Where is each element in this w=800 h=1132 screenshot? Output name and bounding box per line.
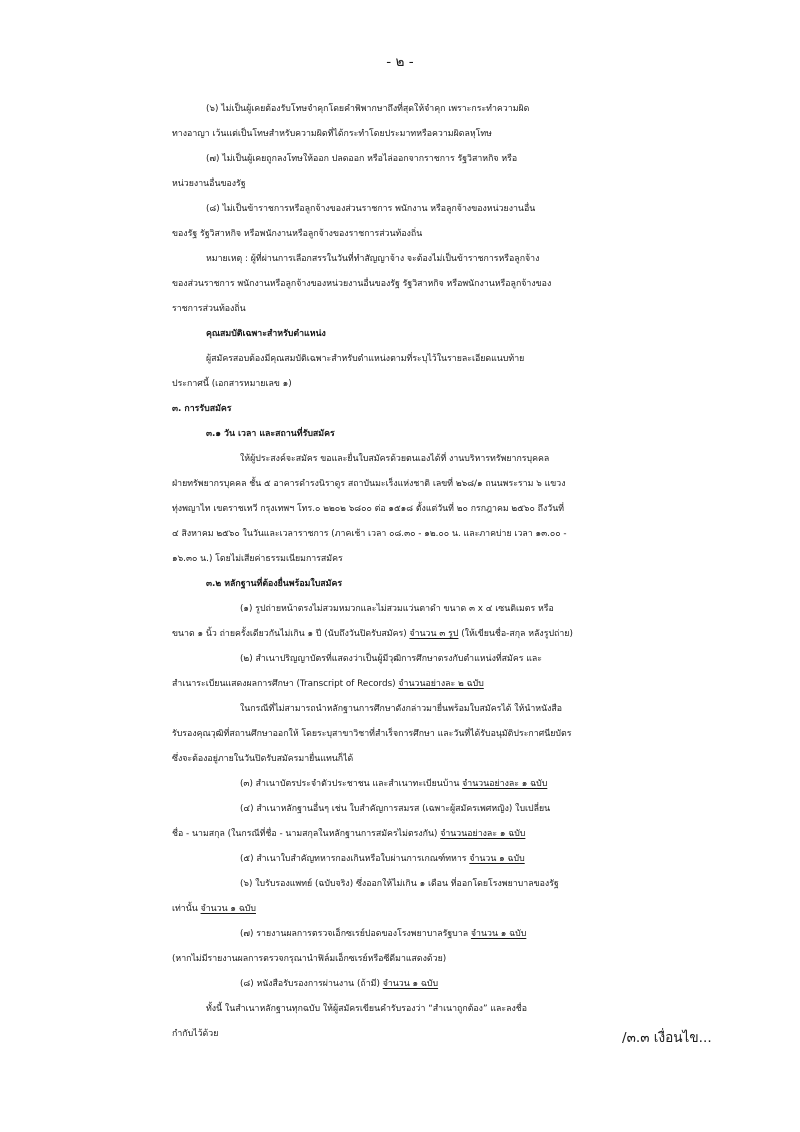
line-text: ๓.๒ หลักฐานที่ต้องยื่นพร้อมใบสมัคร <box>206 579 343 589</box>
line-text: ๓. การรับสมัคร <box>172 404 232 414</box>
line-text: ทางอาญา เว้นแต่เป็นโทษสำหรับความผิดที่ได้กระทำโดยประมาทหรือความผิดลหุโทษ <box>172 129 492 139</box>
line-text: ในกรณีที่ไม่สามารถนำหลักฐานการศึกษาดังกล่าวมายื่นพร้อมใบสมัครได้ ให้นำหนังสือ <box>240 704 563 714</box>
text-line <box>0 675 800 693</box>
text-line <box>0 500 800 518</box>
text-line <box>0 200 800 218</box>
line-text: ของส่วนราชการ พนักงานหรือลูกจ้างของหน่วยงานอื่นของรัฐ รัฐวิสาหกิจ หรือพนักงานหรือลูกจ้างของ <box>172 279 552 289</box>
underlined-quantity: จำนวน ๑ ฉบับ <box>469 854 525 864</box>
text-line <box>0 975 800 993</box>
line-text: ทั้งนี้ ในสำเนาหลักฐานทุกฉบับ ให้ผู้สมัครเขียนคำรับรองว่า “สำเนาถูกต้อง” และลงชื่อ <box>206 1004 528 1014</box>
text-line <box>0 100 800 118</box>
text-line <box>0 1000 800 1018</box>
line-text: ประกาศนี้ (เอกสารหมายเลข ๑) <box>172 379 292 389</box>
text-line <box>0 125 800 143</box>
text-line <box>0 400 800 418</box>
underlined-quantity: จำนวนอย่างละ ๑ ฉบับ <box>440 829 526 839</box>
text-line <box>0 525 800 543</box>
line-text: หน่วยงานอื่นของรัฐ <box>172 179 246 189</box>
line-text: (ให้เขียนชื่อ-สกุล หลังรูปถ่าย) <box>458 629 573 639</box>
line-text: (๖) ไม่เป็นผู้เคยต้องรับโทษจำคุกโดยคำพิพากษาถึงที่สุดให้จำคุก เพราะกระทำความผิด <box>206 104 530 114</box>
underlined-quantity: จำนวน ๑ ฉบับ <box>200 904 256 914</box>
text-line <box>0 275 800 293</box>
text-line <box>0 475 800 493</box>
line-text: (๒) สำเนาปริญญาบัตรที่แสดงว่าเป็นผู้มีวุฒิการศึกษาตรงกับตำแหน่งที่สมัคร และ <box>240 654 543 664</box>
line-text: ทุ่งพญาไท เขตราชเทวี กรุงเทพฯ โทร.๐ ๒๒๐๒ ๖๘๐๐ ต่อ ๑๕๑๘ ตั้งแต่วันที่ ๒๐ กรกฎาคม ๒๕๖๐ ถึงวันที่ <box>172 504 565 514</box>
line-text: ผู้สมัครสอบต้องมีคุณสมบัติเฉพาะสำหรับตำแหน่งตามที่ระบุไว้ในรายละเอียดแนบท้าย <box>206 354 525 364</box>
underlined-quantity: จำนวน ๑ ฉบับ <box>382 979 439 989</box>
text-line <box>0 800 800 818</box>
line-text: เท่านั้น <box>172 904 201 914</box>
line-text: (๘) หนังสือรับรองการผ่านงาน (ถ้ามี) <box>240 979 383 989</box>
text-line <box>0 175 800 193</box>
text-line <box>0 950 800 968</box>
line-text: (๘) ไม่เป็นข้าราชการหรือลูกจ้างของส่วนราชการ พนักงาน หรือลูกจ้างของหน่วยงานอื่น <box>206 204 536 214</box>
underlined-quantity: จำนวนอย่างละ ๒ ฉบับ <box>398 679 484 689</box>
line-text: (๕) สำเนาใบสำคัญทหารกองเกินหรือใบผ่านการเกณฑ์ทหาร <box>240 854 470 864</box>
line-text: กำกับไว้ด้วย <box>172 1029 219 1039</box>
line-text: ให้ผู้ประสงค์จะสมัคร ขอและยื่นใบสมัครด้วยตนเองได้ที่ งานบริหารทรัพยากรบุคคล <box>240 454 550 464</box>
line-text: สำเนาระเบียนแสดงผลการศึกษา (Transcript of Records) <box>172 679 399 689</box>
text-line <box>0 825 800 843</box>
underlined-quantity: จำนวน ๑ ฉบับ <box>470 929 527 939</box>
line-text: ๑๖.๓๐ น.) โดยไม่เสียค่าธรรมเนียมการสมัคร <box>172 554 343 564</box>
underlined-quantity: จำนวนอย่างละ ๑ ฉบับ <box>462 779 548 789</box>
line-text: ๔ สิงหาคม ๒๕๖๐ ในวันและเวลาราชการ (ภาคเช้า เวลา ๐๘.๓๐ - ๑๒.๐๐ น. และภาคบ่าย เวลา ๑๓.๐๐ - <box>172 529 567 539</box>
text-line <box>0 425 800 443</box>
text-line <box>0 925 800 943</box>
line-text: คุณสมบัติเฉพาะสำหรับตำแหน่ง <box>206 329 326 339</box>
text-line <box>0 900 800 918</box>
text-line <box>0 650 800 668</box>
line-text: ซึ่งจะต้องอยู่ภายในวันปิดรับสมัครมายื่นแทนก็ได้ <box>172 754 354 764</box>
text-line <box>0 850 800 868</box>
text-line <box>0 600 800 618</box>
line-text: ๓.๑ วัน เวลา และสถานที่รับสมัคร <box>206 429 335 439</box>
line-text: (๓) สำเนาบัตรประจำตัวประชาชน และสำเนาทะเบียนบ้าน <box>240 779 463 789</box>
text-line <box>0 325 800 343</box>
text-line <box>0 750 800 768</box>
text-line <box>0 450 800 468</box>
text-line <box>0 225 800 243</box>
text-line <box>0 575 800 593</box>
text-line <box>0 150 800 168</box>
text-line <box>0 775 800 793</box>
line-text: (๗) ไม่เป็นผู้เคยถูกลงโทษให้ออก ปลดออก หรือไล่ออกจากราชการ รัฐวิสาหกิจ หรือ <box>206 154 518 164</box>
line-text: ราชการส่วนท้องถิ่น <box>172 304 246 314</box>
line-text: (หากไม่มีรายงานผลการตรวจกรุณานำฟิล์มเอ็กซเรย์หรือซีดีมาแสดงด้วย) <box>172 954 447 964</box>
line-text: (๔) สำเนาหลักฐานอื่นๆ เช่น ใบสำคัญการสมรส (เฉพาะผู้สมัครเพศหญิง) ใบเปลี่ยน <box>240 804 551 814</box>
line-text: หมายเหตุ : ผู้ที่ผ่านการเลือกสรรในวันที่ทำสัญญาจ้าง จะต้องไม่เป็นข้าราชการหรือลูกจ้าง <box>206 254 540 264</box>
continuation-footer: /๓.๓ เงื่อนไข... <box>622 1030 712 1046</box>
text-line <box>0 700 800 718</box>
page-number: - ๒ - <box>386 54 414 70</box>
text-line <box>0 550 800 568</box>
text-line <box>0 300 800 318</box>
underlined-quantity: จำนวน ๓ รูป <box>409 629 459 639</box>
text-line <box>0 250 800 268</box>
line-text: (๗) รายงานผลการตรวจเอ็กซเรย์ปอดของโรงพยาบาลรัฐบาล <box>240 929 471 939</box>
text-line <box>0 350 800 368</box>
line-text: รับรองคุณวุฒิที่สถานศึกษาออกให้ โดยระบุสาขาวิชาที่สำเร็จการศึกษา และวันที่ได้รับอนุมัติประกาศนียบัตร <box>172 729 572 739</box>
text-line <box>0 625 800 643</box>
line-text: ฝ่ายทรัพยากรบุคคล ชั้น ๕ อาคารดำรงนิราดูร สถาบันมะเร็งแห่งชาติ เลขที่ ๒๖๘/๑ ถนนพระราม ๖ แขวง <box>172 479 566 489</box>
line-text: (๖) ใบรับรองแพทย์ (ฉบับจริง) ซึ่งออกให้ไม่เกิน ๑ เดือน ที่ออกโดยโรงพยาบาลของรัฐ <box>240 879 559 889</box>
text-line <box>0 375 800 393</box>
text-line <box>0 875 800 893</box>
line-text: ของรัฐ รัฐวิสาหกิจ หรือพนักงานหรือลูกจ้างของราชการส่วนท้องถิ่น <box>172 229 423 239</box>
line-text: ชื่อ - นามสกุล (ในกรณีที่ชื่อ - นามสกุลในหลักฐานการสมัครไม่ตรงกัน) <box>172 829 441 839</box>
text-line <box>0 725 800 743</box>
line-text: (๑) รูปถ่ายหน้าตรงไม่สวมหมวกและไม่สวมแว่นตาดำ ขนาด ๓ x ๔ เซนติเมตร หรือ <box>240 604 554 614</box>
line-text: ขนาด ๑ นิ้ว ถ่ายครั้งเดียวกันไม่เกิน ๑ ปี (นับถึงวันปิดรับสมัคร) <box>172 629 410 639</box>
